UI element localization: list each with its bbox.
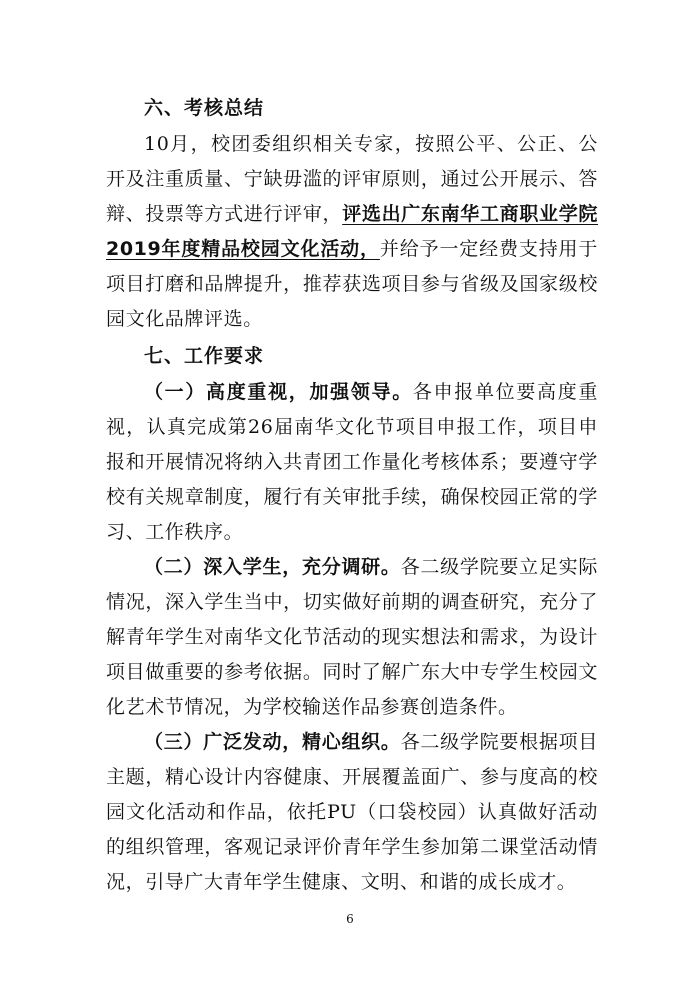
page-number: 6 [346,912,354,926]
requirement-item-2 [106,550,598,725]
paragraph-assessment-summary [106,127,598,337]
requirement-item-1 [106,375,598,550]
section-heading-assessment: 六、考核总结 [144,97,265,119]
requirement-body: 各二级学院要根据项目主题，精心设计内容健康、开展覆盖面广、参与度高的校园文化活动和作品，依托PU（口袋校园）认真做好活动的组织管理，客观记录评价青年学生参加第二课堂活动情况，引导广大青年学生健康、文明、和谐的成长成才。 [106,731,598,893]
requirement-item-3 [106,725,598,900]
section-heading-requirements: 七、工作要求 [144,345,265,367]
requirement-title: （二）深入学生，充分调研。 [144,556,401,578]
paragraph-text: 10月，校团委组织相关专家，按照公平、公正、公开及注重质量、宁缺毋滥的评审原则，通过公开展示、答辩、投票等方式进行评审， [106,133,598,225]
requirement-body: 各申报单位要高度重视，认真完成第26届南华文化节项目申报工作，项目申报和开展情况将纳入共青团工作量化考核体系；要遵守学校有关规章制度，履行有关审批手续，确保校园正常的学习、工作秩序。 [106,381,598,543]
highlighted-text: 评选出广东南华工商职业学院2019年度精品校园文化活动， [106,203,598,260]
document-body [106,90,598,900]
requirement-title: （三）广泛发动，精心组织。 [144,731,401,753]
requirement-title: （一）高度重视，加强领导。 [144,381,413,403]
paragraph-text: 并给予一定经费支持用于项目打磨和品牌提升，推荐获选项目参与省级及国家级校园文化品牌评选。 [106,238,598,330]
requirement-body: 各二级学院要立足实际情况，深入学生当中，切实做好前期的调查研究，充分了解青年学生对南华文化节活动的现实想法和需求，为设计项目做重要的参考依据。同时了解广东大中专学生校园文化艺术节情况，为学校输送作品参赛创造条件。 [106,556,598,718]
